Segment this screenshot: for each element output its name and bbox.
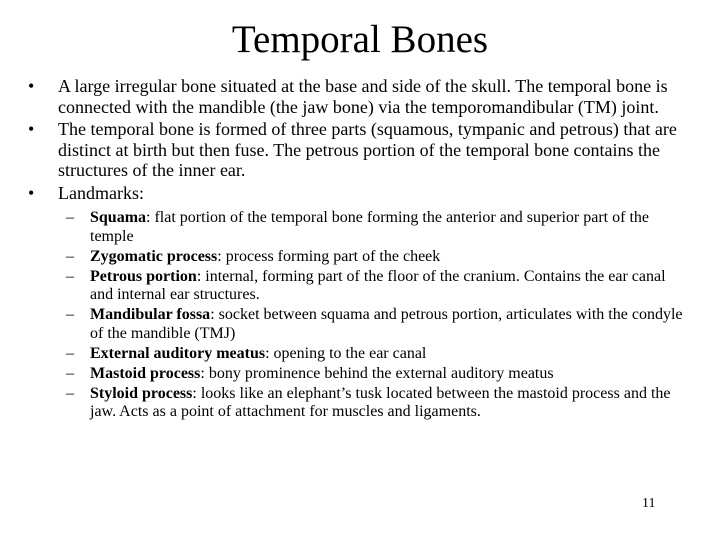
landmark-description: : looks like an elephant’s tusk located between the mastoid process and the jaw. Acts as a point of attachment for muscles and ligaments. xyxy=(90,384,671,420)
dash-marker: – xyxy=(66,306,74,323)
landmark-description: : socket between squama and petrous portion, articulates with the condyle of the mandible (TMJ) xyxy=(90,306,683,342)
bullet-item xyxy=(28,76,688,117)
landmark-item xyxy=(58,385,688,422)
bullet-marker: • xyxy=(28,182,35,203)
dash-marker: – xyxy=(66,364,74,382)
dash-marker: – xyxy=(66,247,74,265)
landmark-item xyxy=(58,306,688,343)
bullet-text: A large irregular bone situated at the base and side of the skull. The temporal bone is connected with the mandible (the jaw bone) via the temporomandibular (TM) joint. xyxy=(58,76,668,117)
landmark-term: Squama xyxy=(90,209,147,226)
bullet-item xyxy=(28,183,688,422)
bullet-list xyxy=(28,76,688,424)
landmark-item xyxy=(58,248,688,267)
landmark-item xyxy=(58,268,688,305)
landmark-item xyxy=(58,209,688,246)
landmark-item xyxy=(58,365,688,384)
landmark-description: : bony prominence behind the external auditory meatus xyxy=(200,364,554,382)
landmark-term: Mastoid process xyxy=(90,364,201,382)
landmark-description: : opening to the ear canal xyxy=(265,344,427,362)
landmark-description: : process forming part of the cheek xyxy=(217,247,441,265)
dash-marker: – xyxy=(66,384,74,402)
page-number: 11 xyxy=(642,496,656,511)
landmark-term: Petrous portion xyxy=(90,267,197,285)
landmark-term: Zygomatic process xyxy=(90,247,218,265)
bullet-item xyxy=(28,119,688,181)
dash-marker: – xyxy=(66,344,74,362)
landmark-description: : internal, forming part of the floor of the cranium. Contains the ear canal and internal ear structures. xyxy=(90,267,666,303)
landmarks-list xyxy=(58,209,688,422)
landmark-term: External auditory meatus xyxy=(90,344,266,362)
landmark-item xyxy=(58,345,688,364)
bullet-text: Landmarks: xyxy=(58,182,144,203)
slide-title: Temporal Bones xyxy=(231,18,489,61)
bullet-marker: • xyxy=(28,76,35,96)
landmark-term: Styloid process xyxy=(90,384,193,402)
dash-marker: – xyxy=(66,267,74,285)
bullet-marker: • xyxy=(28,119,35,139)
landmark-description: : flat portion of the temporal bone forming the anterior and superior part of the temple xyxy=(90,209,649,245)
dash-marker: – xyxy=(66,209,74,226)
bullet-text: The temporal bone is formed of three parts (squamous, tympanic and petrous) that are distinct at birth but then fuse. The petrous portion of the temporal bone contains the structures of the inner ear. xyxy=(58,119,677,180)
landmark-term: Mandibular fossa xyxy=(90,306,211,323)
